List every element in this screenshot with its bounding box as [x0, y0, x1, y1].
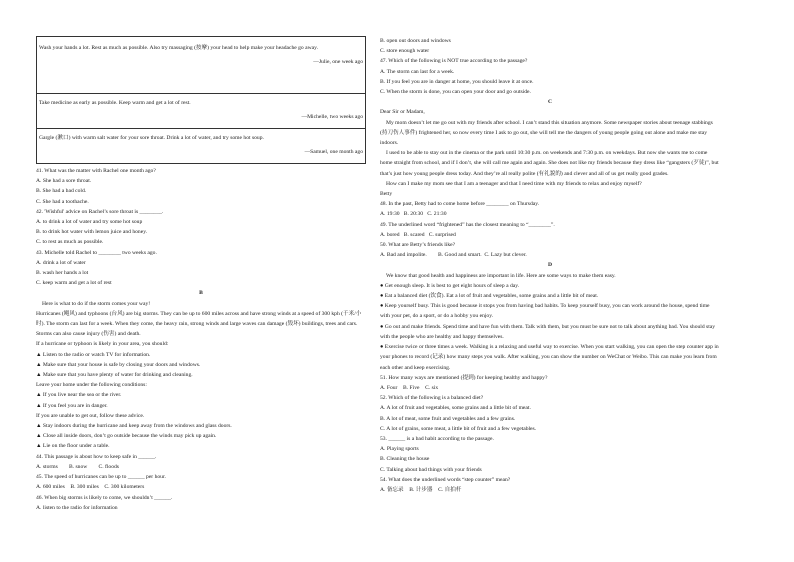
question-line: 52. Which of the following is a balanced diet? [380, 395, 484, 402]
advice-text: Gargle (漱口) with warm salt water for your sore throat. Drink a lot of water, and try some hot soup. [39, 135, 264, 141]
section-heading-c: C [547, 99, 553, 106]
question-line: A. A lot of fruit and vegetables, some grains and a little bit of meat. [380, 405, 531, 412]
question-line: 46. When big storms is likely to come, we shouldn’t ______. [36, 494, 173, 501]
question-line: B. She had a bad cold. [36, 188, 87, 195]
paragraph: If a hurricane or typhoon is likely in your area, you should: [36, 341, 169, 348]
list-item: ● Go out and make friends. Spend time and have fun with them. Talk with them, but you must be sure not to talk about anything bad. You should stay with the people who are healthy and happy themselves. [380, 323, 716, 340]
table-cell [37, 37, 366, 94]
list-item: ▲ Stay indoors during the hurricane and keep away from the windows and glass doors. [36, 423, 232, 430]
letter-salutation: Dear Sir or Madam, [380, 109, 425, 116]
question-line: B. Cleaning the house [380, 456, 430, 463]
question-line: 50. What are Betty’s friends like? [380, 242, 456, 249]
paragraph: Hurricanes (飓风) and typhoons (台风) are big storms. They can be up to 600 miles across and have strong winds at a speed of 300 kph (千米/小时). The storm can last for a week. When they come, the heavy rain, strong winds and large waves can damage (毁坏) buildings, trees and cars. Storms can also cause injury (伤害) and death. [36, 310, 362, 338]
question-line: 48. In the past, Betty had to come home before ________ on Thursday. [380, 201, 540, 208]
question-line: 51. How many ways are mentioned (提到) for keeping healthy and happy? [380, 374, 548, 381]
paragraph: I used to be able to stay out in the cinema or the park until 10:30 p.m. on weekends and 7:30 p.m. on weekdays. But now she wants me to come home straight from school, and if I don’t, she will call me again and again. She does not like my friends because they dress like “gangsters (歹徒)”, but that’s just how young people dress today. And they’re all really polite (有礼貌的) and clever and all of us get really good grades. [380, 150, 719, 177]
paragraph: We know that good health and happiness are important in life. Here are some ways to make them easy. [386, 272, 616, 279]
question-line: A. The storm can last for a week. [380, 68, 455, 75]
table-row [37, 37, 366, 94]
question-line: C. When the storm is done, you can open your door and go outside. [380, 89, 531, 96]
question-line: B. A lot of meat, some fruit and vegetables and a few grains. [380, 415, 516, 422]
advice-text: Take medicine as early as possible. Keep warm and get a lot of rest. [39, 100, 191, 106]
passage-d [380, 271, 720, 495]
table-row [37, 94, 366, 129]
question-line: 42. 'Wishful' advice on Rachel’s sore throat is ________. [36, 208, 164, 215]
left-column [36, 36, 366, 513]
question-line: 45. The speed of hurricanes can be up to ______ per hour. [36, 474, 166, 481]
question-line: B. open out doors and windows [380, 38, 451, 44]
table-cell [37, 94, 366, 129]
question-line: 53. ______ is a bad habit according to the passage. [380, 435, 494, 442]
advice-signature: —Samuel, one month ago [304, 149, 363, 156]
question-line: C. to rest as much as possible. [36, 239, 104, 246]
paragraph: My mom doesn’t let me go out with my friends after school. I can’t stand this situation anymore. Some newspaper stories about teenage stabbings (持刀伤人事件) frightened her, so now every time I ask to go out, she will tell me the dangers of young people going out alone and make me stay indoors. [380, 119, 713, 147]
section-heading-b: B [199, 290, 203, 297]
question-line: 47. Which of the following is NOT true according to the passage? [380, 58, 528, 65]
question-line: A. Four B. Five C. six [380, 384, 439, 391]
question-line: A. to drink a lot of water and try some hot soup [36, 219, 143, 226]
list-item: ▲ Close all inside doors, don’t go outside because the winds may pick up again. [36, 433, 217, 440]
question-line: A. listen to the radio for information [36, 504, 118, 511]
question-line: C. Talking about bad things with your friends [380, 466, 482, 473]
question-line: C. store enough water [380, 48, 430, 55]
question-line: C. A lot of grains, some meat, a little bit of fruit and a few vegetables. [380, 425, 537, 432]
passage-b [36, 299, 366, 513]
question-line: A. 备忘录 B. 计步器 C. 自拍杆 [380, 486, 462, 493]
question-line: 41. What was the matter with Rachel one month ago? [36, 168, 156, 174]
list-item: ▲ If you live near the sea or the river. [36, 392, 122, 399]
passage-c [380, 107, 720, 260]
question-line: A. She had a sore throat. [36, 178, 92, 185]
paragraph: If you are unable to get out, follow these advice. [36, 412, 145, 419]
question-line: A. storms B. snow C. floods [36, 463, 119, 470]
paragraph: Leave your home under the following conditions: [36, 382, 147, 389]
right-column [380, 36, 720, 495]
table-cell [37, 129, 366, 164]
question-line: A. drink a lot of water [36, 259, 86, 266]
list-item: ● Exercise twice or three times a week. Walking is a relaxing and useful way to exercise. When you start walking, you can open the step counter app in your phones to record (记录) how many steps you walk. After walking, you can show the number on WeChat or Weibo. This can make you learn from each other and keep exercising. [380, 344, 719, 371]
question-line: A. 19:30 B. 20:30 C. 21:30 [380, 211, 447, 218]
question-line: A. 600 miles B. 300 miles C. 300 kilometers [36, 484, 145, 491]
list-item: ▲ Make sure that your house is safe by closing your doors and windows. [36, 361, 201, 368]
question-line: B. If you feel you are in danger at home, you should leave it at once. [380, 78, 534, 85]
question-line: A. Playing sports [380, 446, 419, 453]
paragraph: Here is what to do if the storm comes your way! [42, 300, 151, 307]
advice-text: Wash your hands a lot. Rest as much as possible. Also try massaging (按摩) your head to help make your headache go away. [39, 45, 318, 51]
question-line: 49. The underlined word “frightened” has the closest meaning to “________”. [380, 221, 555, 228]
question-line: B. wash her hands a lot [36, 270, 89, 277]
question-line: B. to drink hot water with lemon juice and honey. [36, 229, 148, 236]
advice-signature: —Michelle, two weeks ago [301, 114, 363, 121]
paragraph: How can I make my mom see that I am a teenager and that I need time with my friends to relax and enjoy myself? [386, 180, 642, 187]
question-line: A. bored B. scared C. surprised [380, 231, 456, 238]
question-line: 54. What does the underlined words “step counter” mean? [380, 476, 511, 483]
list-item: ● Keep yourself busy. This is good because it stops you from having bad habits. To keep yourself busy, you can work around the house, spend time with your pet, do a sport, or do a hobby you enjoy. [380, 303, 710, 320]
question-line: 43. Michelle told Rachel to ________ two weeks ago. [36, 249, 157, 256]
list-item: ● Eat a balanced diet (饮食). Eat a lot of fruit and vegetables, some grains and a little bit of meat. [380, 293, 599, 300]
section-heading-d: D [547, 262, 553, 269]
question-line: C. keep warm and get a lot of rest [36, 280, 112, 287]
list-item: ▲ Listen to the radio or watch TV for information. [36, 351, 151, 358]
list-item: ▲ Lie on the floor under a table. [36, 443, 110, 450]
list-item: ● Get enough sleep. It is best to get eight hours of sleep a day. [380, 282, 520, 289]
table-row [37, 129, 366, 164]
questions-46-47 [380, 36, 720, 97]
letter-signature: Betty [380, 191, 393, 198]
list-item: ▲ If you feel you are in danger. [36, 402, 108, 409]
list-item: ▲ Make sure that you have plenty of water for drinking and cleaning. [36, 372, 193, 379]
advice-table [36, 36, 366, 164]
advice-signature: —Julie, one week ago [313, 59, 363, 65]
questions-41-43 [36, 166, 366, 288]
question-line: 44. This passage is about how to keep safe in ______. [36, 453, 157, 460]
question-line: A. Bad and impolite. B. Good and smart. C. Lazy but clever. [380, 252, 527, 259]
question-line: C. She had a toothache. [36, 198, 89, 205]
